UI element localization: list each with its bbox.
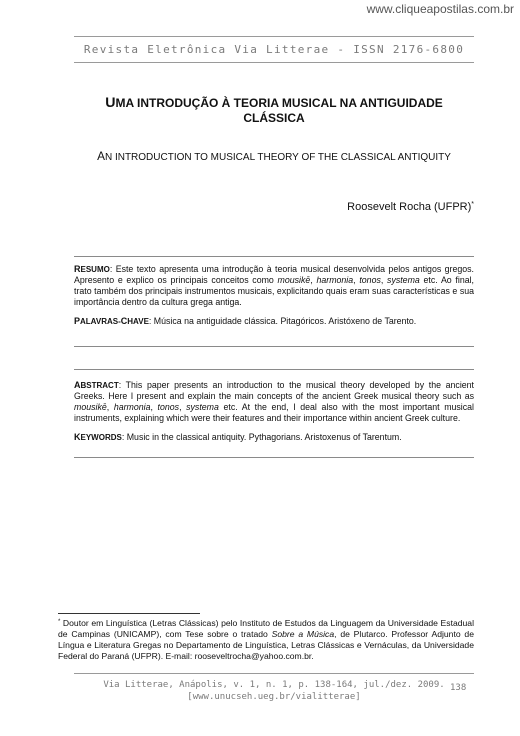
footnote-work-title: Sobre a Música bbox=[271, 629, 335, 639]
footnote-text-b: , de Plutarco. Professor Adjunto de Língua e Literatura Gregas no Departamento de Linguística, Letras Clássicas e Vernáculas, da Universidade Federal do Paraná (UFPR). E-mail: rooseveltrocha@yahoo.com.br. bbox=[58, 629, 474, 661]
abstract-sep-2: , bbox=[150, 402, 158, 412]
journal-header: Revista Eletrônica Via Litterae - ISSN 2176-6800 bbox=[74, 36, 474, 63]
footer-url: [www.unucseh.ueg.br/vialitterae] bbox=[187, 692, 361, 702]
pc-label-initial: P bbox=[74, 316, 81, 326]
resumo-paragraph bbox=[74, 264, 474, 308]
resumo-term-2: harmonia bbox=[316, 275, 354, 285]
palavras-chave-label bbox=[74, 317, 149, 326]
article-title-pt bbox=[74, 95, 474, 125]
resumo-sep-2: , bbox=[353, 275, 360, 285]
watermark: www.cliqueapostilas.com.br bbox=[366, 2, 514, 16]
abstract-sep-3: , bbox=[179, 402, 187, 412]
resumo-label-initial: R bbox=[74, 264, 81, 274]
pc-label-initial-2: C bbox=[120, 316, 128, 326]
author-footnote-mark: * bbox=[471, 201, 474, 208]
keywords-label-initial: K bbox=[74, 432, 81, 442]
title-en-rest: N INTRODUCTION TO MUSICAL THEORY OF THE CLASSICAL ANTIQUITY bbox=[104, 152, 451, 163]
abstract-term-4: systema bbox=[186, 402, 219, 412]
title-pt-initial: U bbox=[105, 95, 116, 111]
footnote-rule bbox=[58, 613, 200, 614]
pc-label-rest: HAVE bbox=[127, 317, 149, 326]
keywords-text: : Music in the classical antiquity. Pythagorians. Aristoxenus of Tarentum. bbox=[121, 432, 402, 442]
abstract-label-rest: BSTRACT bbox=[80, 381, 119, 390]
resumo-text-b: etc. Ao final, trato também dos principais instrumentos musicais, explicitando quais eram suas características e sua importância dentro da cultura grega antiga. bbox=[74, 275, 475, 307]
abstract-term-2: harmonia bbox=[113, 402, 151, 412]
resumo-term-4: systema bbox=[387, 275, 420, 285]
footnote-mark: * bbox=[58, 619, 61, 625]
page-footer bbox=[74, 673, 474, 703]
footnote bbox=[58, 617, 474, 662]
page-number: 138 bbox=[450, 683, 467, 693]
abstract-term-1: mousikē bbox=[74, 402, 107, 412]
resumo-sep-1: , bbox=[310, 275, 317, 285]
abstract-term-3: tonos bbox=[157, 402, 180, 412]
abstract-label bbox=[74, 381, 119, 390]
palavras-chave-text: : Música na antiguidade clássica. Pitagóricos. Aristóxeno de Tarento. bbox=[148, 316, 417, 326]
abstract-text-a: : This paper presents an introduction to the musical theory developed by the ancient Greeks. Here I present and explain the main concepts of the ancient Greek musical theory such as bbox=[74, 380, 474, 401]
article-title-en bbox=[74, 149, 474, 163]
keywords-label-rest: EYWORDS bbox=[80, 433, 122, 442]
resumo-label-rest: ESUMO bbox=[80, 265, 110, 274]
keywords-label bbox=[74, 433, 122, 442]
resumo-sep-3: , bbox=[380, 275, 388, 285]
author bbox=[200, 201, 474, 213]
abstract-box-pt bbox=[74, 256, 474, 347]
abstract-label-initial: A bbox=[74, 380, 81, 390]
author-name: Roosevelt Rocha (UFPR) bbox=[347, 201, 472, 213]
abstract-sep-1: , bbox=[106, 402, 114, 412]
pc-label-dash: - bbox=[118, 317, 121, 326]
keywords-paragraph bbox=[74, 432, 474, 443]
footer-citation: Via Litterae, Anápolis, v. 1, n. 1, p. 138-164, jul./dez. 2009. bbox=[103, 680, 445, 690]
title-pt-rest: MA INTRODUÇÃO À TEORIA MUSICAL NA ANTIGUIDADE CLÁSSICA bbox=[115, 96, 443, 125]
resumo-label bbox=[74, 265, 110, 274]
title-en-initial: A bbox=[97, 149, 105, 163]
resumo-term-1: mousikē bbox=[277, 275, 311, 285]
abstract-text-b: etc. At the end, I deal also with the most important musical instruments, explaining which were their features and their importance within ancient Greek culture. bbox=[74, 402, 475, 423]
abstract-paragraph bbox=[74, 380, 474, 424]
resumo-text-a: : Este texto apresenta uma introdução à teoria musical desenvolvida pelos antigos gregos. Apresento e explico os principais conceitos como bbox=[74, 264, 474, 285]
abstract-box-en bbox=[74, 369, 474, 458]
footnote-text-a: Doutor em Linguística (Letras Clássicas) pelo Instituto de Estudos da Linguagem da Universidade Estadual de Campinas (UNICAMP), com Tese sobre o tratado bbox=[58, 618, 474, 639]
pc-label-mid: ALAVRAS bbox=[80, 317, 119, 326]
palavras-chave-paragraph bbox=[74, 316, 474, 327]
resumo-term-3: tonos bbox=[359, 275, 381, 285]
